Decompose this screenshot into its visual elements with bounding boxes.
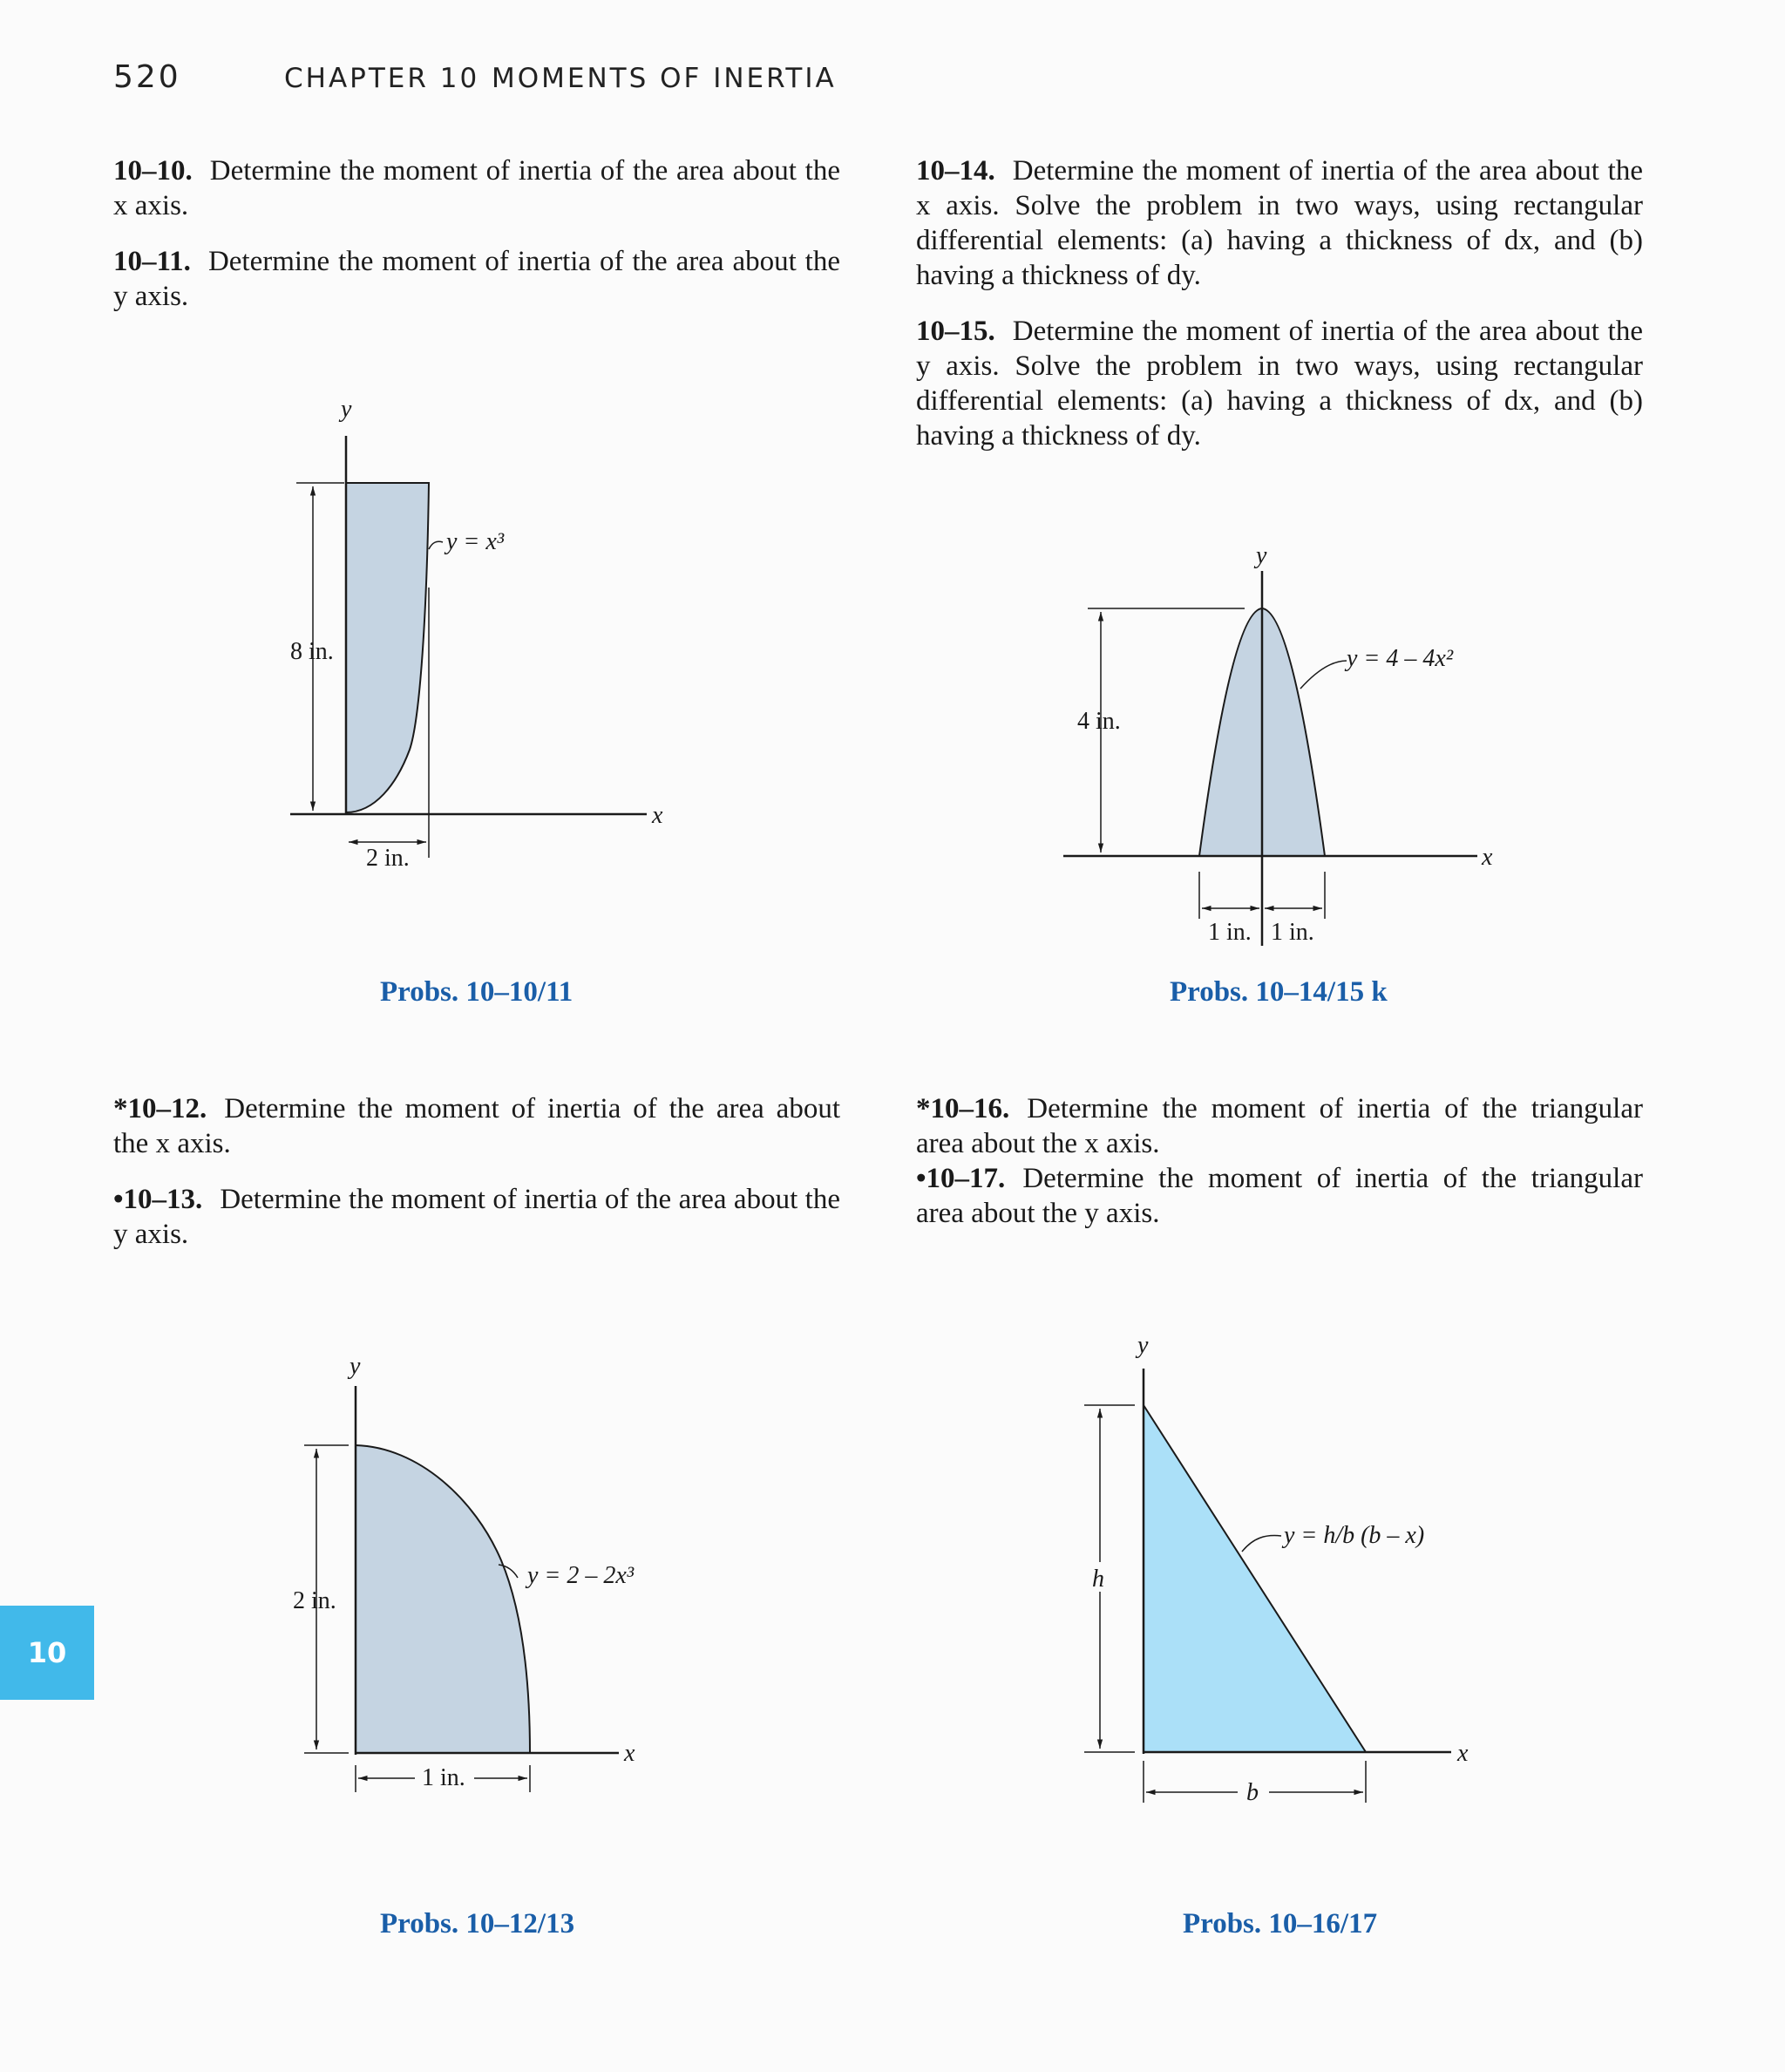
figure-caption-10-10-11: Probs. 10–10/11 <box>380 976 574 1008</box>
width-label: 1 in. <box>422 1764 465 1791</box>
height-label: 4 in. <box>1077 708 1121 735</box>
problem-text: Determine the moment of inertia of the area about the y axis. <box>113 1184 840 1250</box>
y-axis-label: y <box>341 396 352 423</box>
figure-10-12-13 <box>293 1353 635 1792</box>
y-axis-label: y <box>350 1353 361 1380</box>
page-number: 520 <box>113 59 181 95</box>
height-label: h <box>1092 1566 1104 1593</box>
problem-text: Determine the moment of inertia of the area about the y axis. <box>113 246 840 312</box>
figure-caption-10-14-15: Probs. 10–14/15 k <box>1170 976 1388 1008</box>
y-axis-label: y <box>1256 542 1267 569</box>
problem-number: 10–15. <box>916 316 995 347</box>
curve-label: y = h/b (b – x) <box>1284 1522 1425 1549</box>
width-label: 2 in. <box>366 845 410 872</box>
problem-number: •10–13. <box>113 1184 203 1215</box>
x-axis-label: x <box>1482 844 1493 871</box>
problem-number: *10–16. <box>916 1093 1010 1124</box>
chapter-side-tab: 10 <box>0 1606 94 1700</box>
problem-text: Determine the moment of inertia of the area about the x axis. <box>113 155 840 221</box>
right-width-label: 1 in. <box>1271 919 1314 946</box>
shaded-region <box>356 1445 530 1753</box>
x-axis-label: x <box>624 1740 635 1767</box>
height-label: 8 in. <box>290 638 334 665</box>
problem-text: Determine the moment of inertia of the area about the x axis. <box>113 1093 840 1159</box>
figure-10-16-17 <box>1084 1332 1469 1806</box>
problem-text: Determine the moment of inertia of the triangular area about the x axis. <box>916 1093 1643 1159</box>
curve-leader <box>1242 1536 1281 1552</box>
height-label: 2 in. <box>293 1587 336 1614</box>
chapter-label: CHAPTER 10 <box>284 63 480 94</box>
curve-label: y = 2 – 2x³ <box>527 1562 635 1589</box>
left-width-label: 1 in. <box>1208 919 1252 946</box>
shaded-triangle <box>1144 1405 1366 1752</box>
width-label: b <box>1246 1779 1259 1806</box>
figure-caption-10-16-17: Probs. 10–16/17 <box>1183 1908 1378 1940</box>
problem-number: *10–12. <box>113 1093 207 1124</box>
figure-10-10-11 <box>290 396 663 872</box>
figure-10-14-15 <box>1063 542 1493 946</box>
y-axis-label: y <box>1137 1332 1149 1359</box>
curve-label: y = x³ <box>446 528 505 555</box>
problem-text: Determine the moment of inertia of the area about the x axis. Solve the problem in two ways, using rectangular differential elements: (a) having a thickness of dx, and (b) having a thickness of dy. <box>916 155 1643 291</box>
problem-number: 10–11. <box>113 246 191 277</box>
figure-caption-10-12-13: Probs. 10–12/13 <box>380 1908 575 1940</box>
x-axis-label: x <box>1457 1740 1469 1767</box>
problem-number: 10–14. <box>916 155 995 187</box>
curve-label: y = 4 – 4x² <box>1347 645 1454 672</box>
x-axis-label: x <box>652 802 663 829</box>
curve-leader <box>1300 661 1347 689</box>
curve-leader <box>429 541 443 549</box>
chapter-title: MOMENTS OF INERTIA <box>492 63 837 94</box>
problem-number: 10–10. <box>113 155 193 187</box>
problem-number: •10–17. <box>916 1163 1006 1194</box>
problem-text: Determine the moment of inertia of the triangular area about the y axis. <box>916 1163 1643 1229</box>
shaded-region <box>346 483 429 812</box>
problem-text: Determine the moment of inertia of the area about the y axis. Solve the problem in two ways, using rectangular differential elements: (a) having a thickness of dx, and (b) having a thickness of dy. <box>916 316 1643 452</box>
